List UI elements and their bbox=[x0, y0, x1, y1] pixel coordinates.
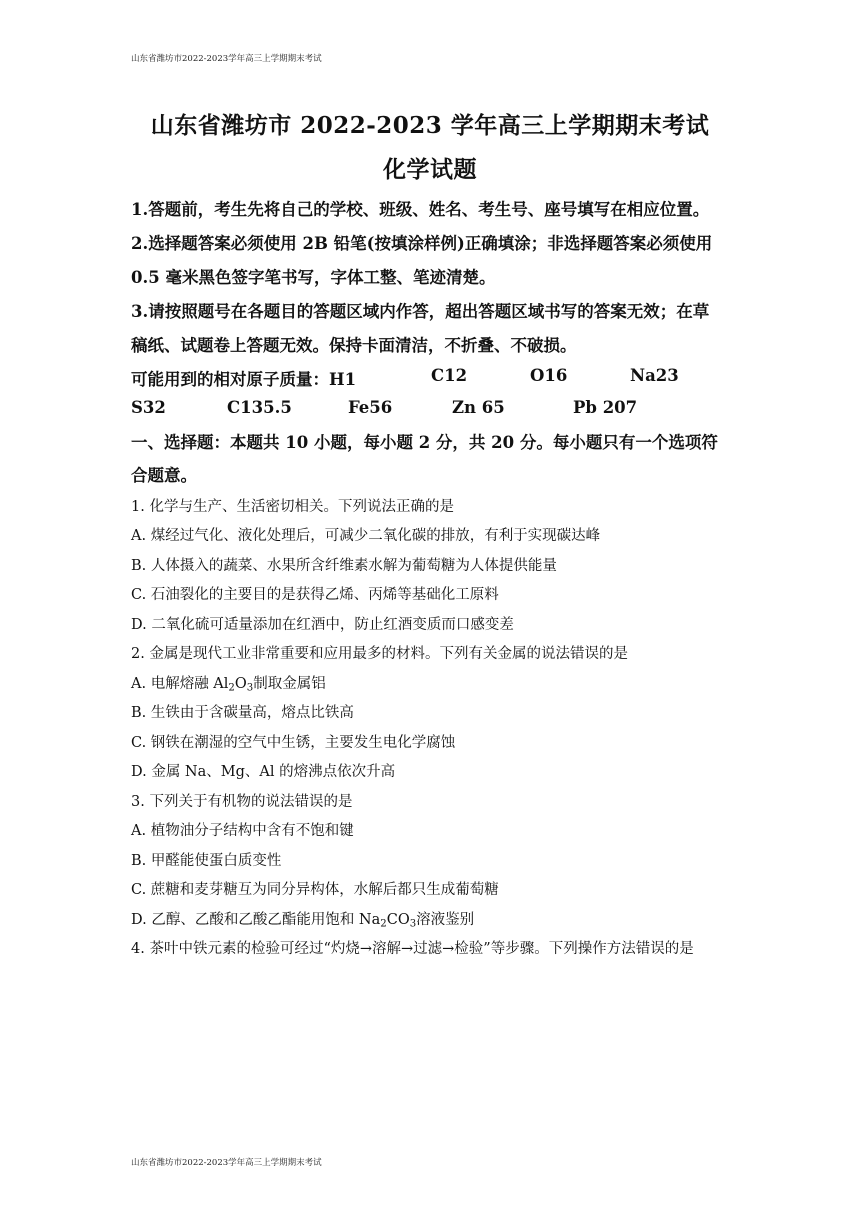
instruction-2a: 2.选择题答案必须使用 2B 铅笔(按填涂样例)正确填涂；非选择题答案必须使用 bbox=[131, 234, 713, 253]
exam-title: 山东省潍坊市 2022-2023 学年高三上学期期末考试 bbox=[150, 112, 710, 139]
question-3-option-b: B. 甲醛能使蛋白质变性 bbox=[131, 853, 282, 869]
atomic-mass-c: C12 bbox=[431, 366, 468, 385]
exam-subtitle: 化学试题 bbox=[383, 156, 477, 183]
question-4-stem: 4. 茶叶中铁元素的检验可经过“灼烧→溶解→过滤→检验”等步骤。下列操作方法错误的是 bbox=[131, 941, 694, 957]
option-text: O bbox=[234, 676, 247, 692]
question-1-option-a: A. 煤经过气化、液化处理后，可减少二氧化碳的排放，有利于实现碳达峰 bbox=[131, 528, 601, 544]
option-text: 溶液鉴别 bbox=[416, 912, 475, 928]
atomic-mass-label: 可能用到的相对原子质量：H1 bbox=[131, 370, 357, 389]
instruction-1: 1.答题前，考生先将自己的学校、班级、姓名、考生号、座号填写在相应位置。 bbox=[131, 200, 710, 219]
atomic-mass-cl: C135.5 bbox=[227, 398, 292, 417]
option-text: A. 电解熔融 Al bbox=[131, 676, 229, 692]
subscript: 3 bbox=[246, 682, 254, 694]
question-3-option-d bbox=[131, 908, 474, 929]
question-3-option-c: C. 蔗糖和麦芽糖互为同分异构体，水解后都只生成葡萄糖 bbox=[131, 882, 499, 898]
atomic-mass-fe: Fe56 bbox=[348, 398, 393, 417]
section-heading-line1: 一、选择题：本题共 10 小题，每小题 2 分，共 20 分。每小题只有一个选项符 bbox=[131, 433, 718, 452]
instruction-2b: 0.5 毫米黑色签字笔书写，字体工整、笔迹清楚。 bbox=[131, 268, 496, 287]
atomic-mass-pb: Pb 207 bbox=[573, 398, 638, 417]
question-3-stem: 3. 下列关于有机物的说法错误的是 bbox=[131, 794, 353, 810]
option-text: CO bbox=[386, 912, 410, 928]
atomic-mass-na: Na23 bbox=[630, 366, 679, 385]
page-footer: 山东省潍坊市2022-2023学年高三上学期期末考试 bbox=[131, 1158, 322, 1168]
section-heading-line2: 合题意。 bbox=[131, 466, 197, 485]
instruction-3b: 稿纸、试题卷上答题无效。保持卡面清洁，不折叠、不破损。 bbox=[131, 336, 577, 355]
question-2-option-b: B. 生铁由于含碳量高，熔点比铁高 bbox=[131, 705, 354, 721]
question-2-option-c: C. 钢铁在潮湿的空气中生锈，主要发生电化学腐蚀 bbox=[131, 735, 456, 751]
option-text: 制取金属铝 bbox=[253, 676, 326, 692]
subscript: 2 bbox=[228, 682, 235, 694]
subscript: 2 bbox=[380, 918, 387, 930]
question-1-stem: 1. 化学与生产、生活密切相关。下列说法正确的是 bbox=[131, 499, 454, 515]
question-1-option-d: D. 二氧化硫可适量添加在红酒中，防止红酒变质而口感变差 bbox=[131, 617, 514, 633]
question-1-option-c: C. 石油裂化的主要目的是获得乙烯、丙烯等基础化工原料 bbox=[131, 587, 499, 603]
option-text: D. 乙醇、乙酸和乙酸乙酯能用饱和 Na bbox=[131, 912, 381, 928]
atomic-mass-zn: Zn 65 bbox=[452, 398, 505, 417]
atomic-mass-s: S32 bbox=[131, 398, 166, 417]
subscript: 3 bbox=[409, 918, 417, 930]
question-1-option-b: B. 人体摄入的蔬菜、水果所含纤维素水解为葡萄糖为人体提供能量 bbox=[131, 558, 557, 574]
instruction-3a: 3.请按照题号在各题目的答题区域内作答，超出答题区域书写的答案无效；在草 bbox=[131, 302, 710, 321]
question-2-option-d: D. 金属 Na、Mg、Al 的熔沸点依次升高 bbox=[131, 764, 396, 780]
question-2-option-a bbox=[131, 672, 326, 693]
atomic-mass-o: O16 bbox=[530, 366, 568, 385]
page-header: 山东省潍坊市2022-2023学年高三上学期期末考试 bbox=[131, 54, 322, 64]
question-3-option-a: A. 植物油分子结构中含有不饱和键 bbox=[131, 823, 354, 839]
question-2-stem: 2. 金属是现代工业非常重要和应用最多的材料。下列有关金属的说法错误的是 bbox=[131, 646, 628, 662]
